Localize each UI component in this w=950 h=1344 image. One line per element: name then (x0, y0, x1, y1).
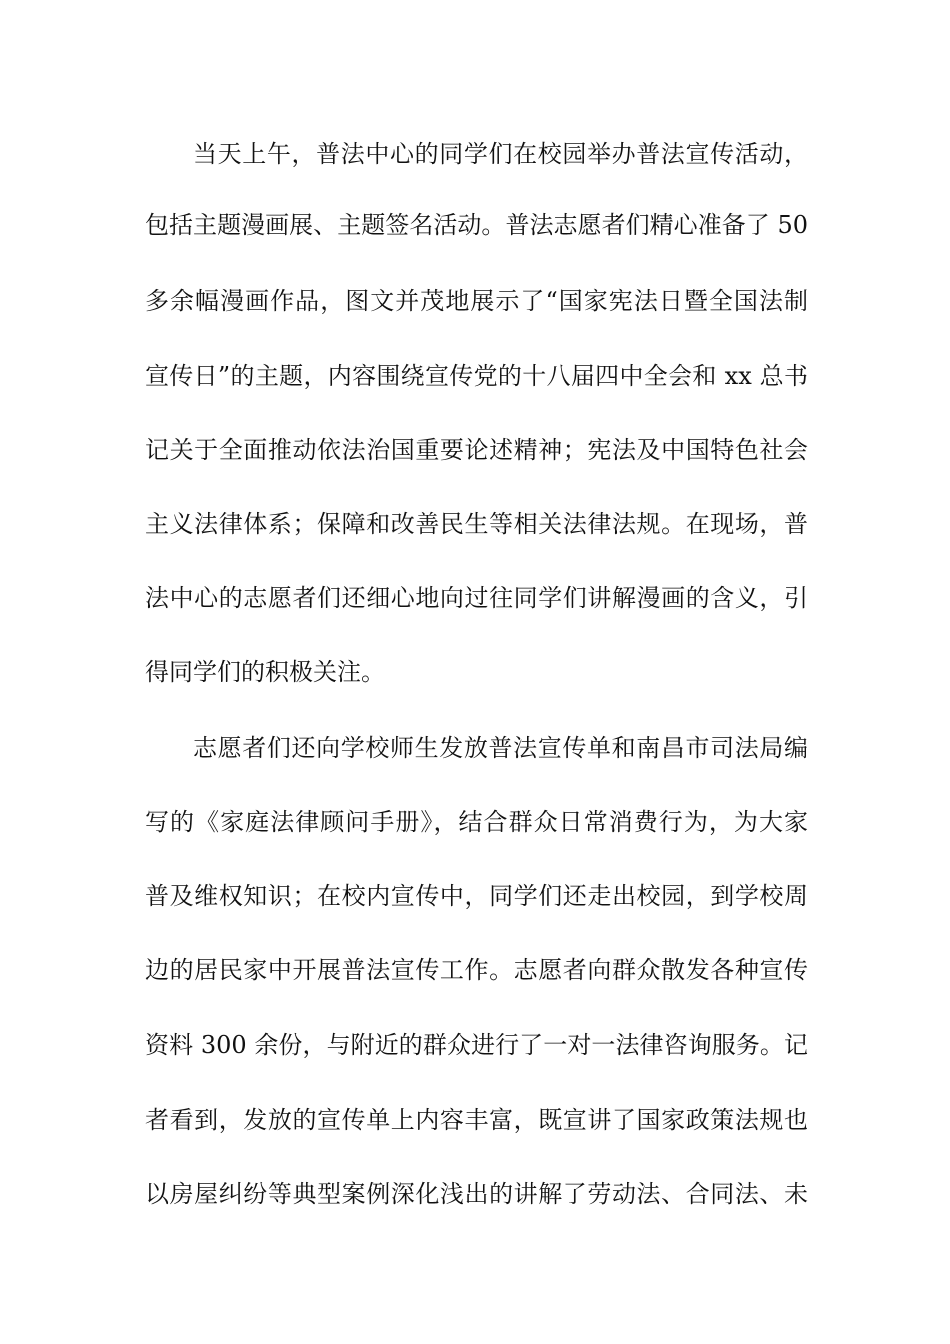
paragraph-2-line-6: 者看到，发放的宣传单上内容丰富，既宣讲了国家政策法规也 (145, 1106, 808, 1134)
paragraph-1-line-3: 多余幅漫画作品，图文并茂地展示了“国家宪法日暨全国法制 (145, 287, 808, 315)
paragraph-1-line-4: 宣传日”的主题，内容围绕宣传党的十八届四中全会和 xx 总书 (145, 362, 808, 390)
paragraph-1-line-5: 记关于全面推动依法治国重要论述精神；宪法及中国特色社会 (145, 436, 808, 464)
paragraph-2-line-5: 资料 300 余份，与附近的群众进行了一对一法律咨询服务。记 (145, 1031, 808, 1059)
paragraph-1-line-8: 得同学们的积极关注。 (145, 658, 385, 686)
paragraph-1-line-2: 包括主题漫画展、主题签名活动。普法志愿者们精心准备了 50 (145, 211, 808, 239)
paragraph-1-line-6: 主义法律体系；保障和改善民生等相关法律法规。在现场，普 (145, 510, 808, 538)
paragraph-2-line-4: 边的居民家中开展普法宣传工作。志愿者向群众散发各种宣传 (145, 956, 808, 984)
paragraph-2-line-2: 写的《家庭法律顾问手册》，结合群众日常消费行为，为大家 (145, 808, 808, 836)
paragraph-2-line-7: 以房屋纠纷等典型案例深化浅出的讲解了劳动法、合同法、未 (145, 1180, 808, 1208)
paragraph-2-line-3: 普及维权知识；在校内宣传中，同学们还走出校园，到学校周 (145, 882, 808, 910)
paragraph-1-line-7: 法中心的志愿者们还细心地向过往同学们讲解漫画的含义，引 (145, 584, 808, 612)
paragraph-1-line-1: 当天上午，普法中心的同学们在校园举办普法宣传活动， (193, 140, 808, 168)
paragraph-2-line-1: 志愿者们还向学校师生发放普法宣传单和南昌市司法局编 (193, 734, 808, 762)
